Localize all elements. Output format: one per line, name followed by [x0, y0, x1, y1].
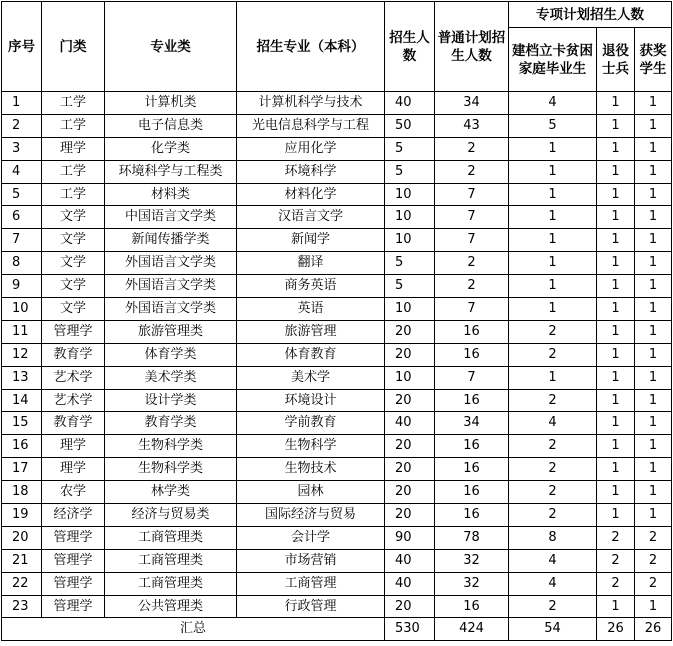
cell-poor: 4 [509, 549, 597, 572]
cell-veteran: 1 [597, 298, 635, 321]
cell-category: 理学 [42, 458, 105, 481]
cell-major-class: 工商管理类 [105, 572, 237, 595]
cell-major: 工商管理 [237, 572, 385, 595]
cell-award: 1 [635, 481, 672, 504]
cell-general: 7 [435, 183, 509, 206]
cell-category: 教育学 [42, 343, 105, 366]
cell-poor: 4 [509, 572, 597, 595]
cell-poor: 1 [509, 252, 597, 275]
cell-major: 计算机科学与技术 [237, 92, 385, 115]
cell-enroll: 20 [385, 435, 435, 458]
cell-general: 7 [435, 229, 509, 252]
cell-major-class: 中国语言文学类 [105, 206, 237, 229]
cell-enroll: 40 [385, 92, 435, 115]
cell-veteran: 1 [597, 252, 635, 275]
cell-major-class: 公共管理类 [105, 595, 237, 618]
cell-category: 文学 [42, 252, 105, 275]
cell-index: 10 [2, 298, 42, 321]
cell-poor: 1 [509, 275, 597, 298]
header-award: 获奖学生 [635, 28, 672, 92]
table-row [2, 229, 672, 252]
cell-index: 18 [2, 481, 42, 504]
cell-poor: 1 [509, 298, 597, 321]
cell-major: 应用化学 [237, 137, 385, 160]
cell-major: 生物技术 [237, 458, 385, 481]
header-index: 序号 [2, 2, 42, 92]
cell-veteran: 1 [597, 343, 635, 366]
cell-major-class: 材料类 [105, 183, 237, 206]
cell-enroll: 40 [385, 549, 435, 572]
table-row [2, 366, 672, 389]
cell-award: 1 [635, 320, 672, 343]
cell-enroll: 20 [385, 320, 435, 343]
cell-veteran: 1 [597, 389, 635, 412]
cell-major: 翻译 [237, 252, 385, 275]
cell-major-class: 化学类 [105, 137, 237, 160]
table-row [2, 504, 672, 527]
cell-award: 1 [635, 435, 672, 458]
cell-major-class: 生物科学类 [105, 458, 237, 481]
table-row [2, 320, 672, 343]
cell-category: 文学 [42, 229, 105, 252]
cell-award: 1 [635, 160, 672, 183]
cell-index: 19 [2, 504, 42, 527]
cell-index: 23 [2, 595, 42, 618]
cell-enroll: 20 [385, 389, 435, 412]
cell-poor: 1 [509, 206, 597, 229]
table-row [2, 275, 672, 298]
cell-veteran: 1 [597, 412, 635, 435]
cell-enroll: 5 [385, 160, 435, 183]
cell-poor: 2 [509, 389, 597, 412]
cell-category: 文学 [42, 275, 105, 298]
cell-poor: 8 [509, 526, 597, 549]
cell-veteran: 1 [597, 275, 635, 298]
table-row [2, 389, 672, 412]
cell-poor: 2 [509, 481, 597, 504]
table-row [2, 137, 672, 160]
cell-major: 材料化学 [237, 183, 385, 206]
table-row [2, 481, 672, 504]
cell-enroll: 20 [385, 481, 435, 504]
cell-category: 经济学 [42, 504, 105, 527]
cell-veteran: 1 [597, 114, 635, 137]
cell-general: 16 [435, 389, 509, 412]
cell-enroll: 20 [385, 595, 435, 618]
cell-index: 20 [2, 526, 42, 549]
cell-category: 文学 [42, 206, 105, 229]
cell-major-class: 环境科学与工程类 [105, 160, 237, 183]
cell-enroll: 5 [385, 275, 435, 298]
cell-index: 4 [2, 160, 42, 183]
header-category: 门类 [42, 2, 105, 92]
cell-poor: 1 [509, 160, 597, 183]
cell-major: 光电信息科学与工程 [237, 114, 385, 137]
cell-enroll: 40 [385, 572, 435, 595]
cell-poor: 1 [509, 366, 597, 389]
cell-general: 34 [435, 412, 509, 435]
cell-veteran: 1 [597, 137, 635, 160]
cell-category: 艺术学 [42, 366, 105, 389]
cell-index: 1 [2, 92, 42, 115]
cell-general: 2 [435, 275, 509, 298]
cell-index: 7 [2, 229, 42, 252]
cell-general: 2 [435, 160, 509, 183]
cell-category: 管理学 [42, 595, 105, 618]
cell-category: 教育学 [42, 412, 105, 435]
cell-major: 会计学 [237, 526, 385, 549]
cell-general: 16 [435, 458, 509, 481]
cell-veteran: 1 [597, 504, 635, 527]
cell-enroll: 50 [385, 114, 435, 137]
cell-category: 工学 [42, 114, 105, 137]
cell-veteran: 2 [597, 549, 635, 572]
total-row [2, 618, 672, 641]
cell-major-class: 外国语言文学类 [105, 275, 237, 298]
cell-poor: 2 [509, 504, 597, 527]
cell-major: 英语 [237, 298, 385, 321]
cell-index: 5 [2, 183, 42, 206]
cell-major-class: 电子信息类 [105, 114, 237, 137]
total-poor: 54 [509, 618, 597, 641]
cell-category: 理学 [42, 435, 105, 458]
cell-award: 1 [635, 183, 672, 206]
header-enroll: 招生人数 [385, 2, 435, 92]
cell-award: 1 [635, 458, 672, 481]
cell-major-class: 外国语言文学类 [105, 252, 237, 275]
cell-category: 工学 [42, 183, 105, 206]
cell-major-class: 计算机类 [105, 92, 237, 115]
cell-general: 16 [435, 343, 509, 366]
cell-major: 市场营销 [237, 549, 385, 572]
cell-major: 学前教育 [237, 412, 385, 435]
cell-major: 国际经济与贸易 [237, 504, 385, 527]
cell-award: 1 [635, 595, 672, 618]
table-row [2, 92, 672, 115]
cell-category: 艺术学 [42, 389, 105, 412]
cell-award: 2 [635, 549, 672, 572]
cell-general: 78 [435, 526, 509, 549]
cell-award: 2 [635, 572, 672, 595]
cell-general: 2 [435, 137, 509, 160]
cell-major: 生物科学 [237, 435, 385, 458]
cell-major: 园林 [237, 481, 385, 504]
total-general: 424 [435, 618, 509, 641]
cell-award: 1 [635, 92, 672, 115]
cell-enroll: 10 [385, 366, 435, 389]
cell-major-class: 工商管理类 [105, 549, 237, 572]
header-major: 招生专业（本科） [237, 2, 385, 92]
cell-major-class: 旅游管理类 [105, 320, 237, 343]
table-row [2, 572, 672, 595]
header-veteran: 退役士兵 [597, 28, 635, 92]
cell-veteran: 2 [597, 572, 635, 595]
cell-award: 1 [635, 389, 672, 412]
cell-category: 农学 [42, 481, 105, 504]
cell-category: 管理学 [42, 549, 105, 572]
cell-veteran: 1 [597, 229, 635, 252]
cell-category: 管理学 [42, 320, 105, 343]
cell-award: 1 [635, 275, 672, 298]
cell-index: 22 [2, 572, 42, 595]
cell-award: 1 [635, 366, 672, 389]
cell-poor: 2 [509, 458, 597, 481]
cell-award: 1 [635, 412, 672, 435]
header-major-class: 专业类 [105, 2, 237, 92]
cell-poor: 2 [509, 320, 597, 343]
cell-index: 21 [2, 549, 42, 572]
cell-general: 7 [435, 206, 509, 229]
cell-enroll: 20 [385, 458, 435, 481]
header-poor: 建档立卡贫困家庭毕业生 [509, 28, 597, 92]
cell-category: 管理学 [42, 526, 105, 549]
cell-veteran: 1 [597, 435, 635, 458]
table-body [2, 92, 672, 618]
cell-major-class: 林学类 [105, 481, 237, 504]
cell-award: 1 [635, 343, 672, 366]
table-row [2, 412, 672, 435]
cell-enroll: 10 [385, 183, 435, 206]
cell-enroll: 20 [385, 343, 435, 366]
cell-award: 1 [635, 137, 672, 160]
cell-major: 环境设计 [237, 389, 385, 412]
cell-enroll: 5 [385, 252, 435, 275]
cell-enroll: 5 [385, 137, 435, 160]
cell-major: 商务英语 [237, 275, 385, 298]
cell-veteran: 1 [597, 458, 635, 481]
cell-general: 43 [435, 114, 509, 137]
cell-index: 8 [2, 252, 42, 275]
cell-veteran: 1 [597, 206, 635, 229]
cell-poor: 5 [509, 114, 597, 137]
total-enroll: 530 [385, 618, 435, 641]
cell-award: 1 [635, 504, 672, 527]
cell-major: 环境科学 [237, 160, 385, 183]
cell-major-class: 外国语言文学类 [105, 298, 237, 321]
cell-veteran: 1 [597, 92, 635, 115]
cell-general: 7 [435, 366, 509, 389]
cell-major-class: 教育学类 [105, 412, 237, 435]
cell-veteran: 1 [597, 595, 635, 618]
cell-enroll: 10 [385, 229, 435, 252]
cell-poor: 2 [509, 435, 597, 458]
cell-index: 3 [2, 137, 42, 160]
cell-major-class: 生物科学类 [105, 435, 237, 458]
cell-award: 1 [635, 229, 672, 252]
cell-major: 行政管理 [237, 595, 385, 618]
cell-general: 7 [435, 298, 509, 321]
cell-major-class: 体育学类 [105, 343, 237, 366]
cell-poor: 4 [509, 92, 597, 115]
cell-index: 2 [2, 114, 42, 137]
table-row [2, 595, 672, 618]
cell-general: 16 [435, 481, 509, 504]
cell-award: 1 [635, 252, 672, 275]
table-row [2, 458, 672, 481]
cell-index: 12 [2, 343, 42, 366]
cell-index: 16 [2, 435, 42, 458]
cell-poor: 2 [509, 595, 597, 618]
cell-major-class: 新闻传播学类 [105, 229, 237, 252]
cell-award: 1 [635, 298, 672, 321]
table-row [2, 526, 672, 549]
table-row [2, 549, 672, 572]
cell-index: 17 [2, 458, 42, 481]
table-row [2, 343, 672, 366]
cell-general: 16 [435, 435, 509, 458]
header-general: 普通计划招生人数 [435, 2, 509, 92]
cell-general: 2 [435, 252, 509, 275]
header-special-group: 专项计划招生人数 [509, 2, 672, 28]
table-row [2, 298, 672, 321]
cell-index: 15 [2, 412, 42, 435]
table-row [2, 183, 672, 206]
cell-general: 16 [435, 320, 509, 343]
cell-index: 14 [2, 389, 42, 412]
table-row [2, 206, 672, 229]
cell-major: 新闻学 [237, 229, 385, 252]
total-award: 26 [635, 618, 672, 641]
cell-enroll: 20 [385, 504, 435, 527]
cell-index: 9 [2, 275, 42, 298]
enrollment-table [1, 1, 672, 641]
cell-major-class: 设计学类 [105, 389, 237, 412]
cell-general: 32 [435, 572, 509, 595]
cell-major: 美术学 [237, 366, 385, 389]
cell-poor: 1 [509, 229, 597, 252]
cell-general: 16 [435, 595, 509, 618]
cell-major-class: 工商管理类 [105, 526, 237, 549]
cell-general: 32 [435, 549, 509, 572]
cell-general: 34 [435, 92, 509, 115]
cell-veteran: 1 [597, 183, 635, 206]
cell-enroll: 40 [385, 412, 435, 435]
cell-index: 11 [2, 320, 42, 343]
cell-category: 工学 [42, 92, 105, 115]
cell-major: 旅游管理 [237, 320, 385, 343]
cell-award: 1 [635, 114, 672, 137]
cell-veteran: 1 [597, 366, 635, 389]
cell-enroll: 90 [385, 526, 435, 549]
cell-veteran: 1 [597, 481, 635, 504]
cell-major-class: 美术学类 [105, 366, 237, 389]
cell-index: 13 [2, 366, 42, 389]
cell-major: 体育教育 [237, 343, 385, 366]
table-row [2, 435, 672, 458]
cell-poor: 1 [509, 183, 597, 206]
cell-poor: 2 [509, 343, 597, 366]
cell-award: 2 [635, 526, 672, 549]
cell-poor: 4 [509, 412, 597, 435]
cell-veteran: 1 [597, 160, 635, 183]
table-row [2, 114, 672, 137]
cell-category: 文学 [42, 298, 105, 321]
cell-general: 16 [435, 504, 509, 527]
table-row [2, 252, 672, 275]
cell-major: 汉语言文学 [237, 206, 385, 229]
cell-award: 1 [635, 206, 672, 229]
cell-category: 理学 [42, 137, 105, 160]
cell-enroll: 10 [385, 206, 435, 229]
cell-major-class: 经济与贸易类 [105, 504, 237, 527]
cell-poor: 1 [509, 137, 597, 160]
total-veteran: 26 [597, 618, 635, 641]
cell-veteran: 1 [597, 320, 635, 343]
total-label: 汇总 [2, 618, 385, 641]
cell-index: 6 [2, 206, 42, 229]
cell-category: 工学 [42, 160, 105, 183]
cell-veteran: 2 [597, 526, 635, 549]
table-row [2, 160, 672, 183]
cell-category: 管理学 [42, 572, 105, 595]
cell-enroll: 10 [385, 298, 435, 321]
